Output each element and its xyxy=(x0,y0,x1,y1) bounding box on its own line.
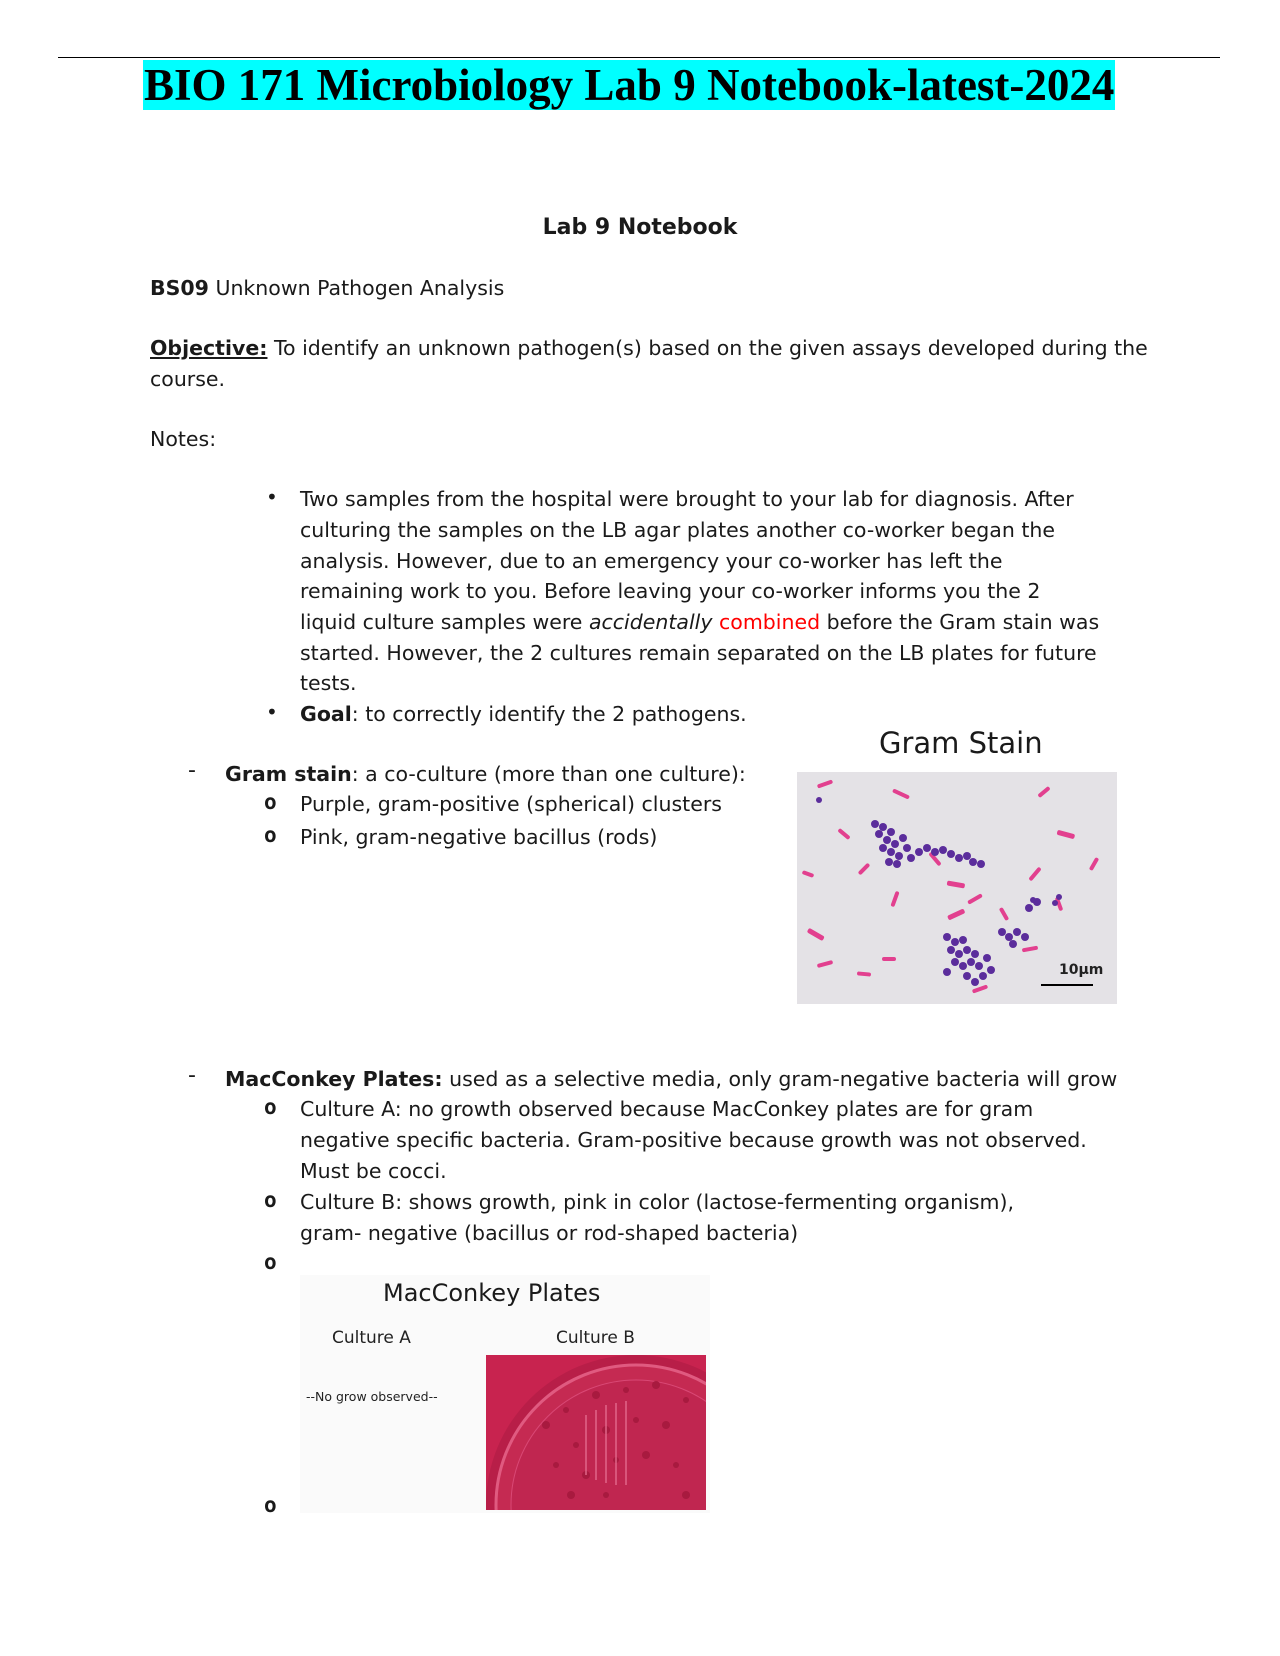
document-title: BIO 171 Microbiology Lab 9 Notebook-latest-2024 xyxy=(144,60,1115,110)
scenario-text: liquid culture samples were xyxy=(300,610,589,634)
macconkey-text: used as a selective media, only gram-negative bacteria will grow xyxy=(442,1067,1118,1091)
macconkey-figure xyxy=(300,1275,710,1513)
gram-stain-figure xyxy=(787,720,1127,1010)
accidentally-word: accidentally xyxy=(588,610,713,634)
scenario-line-1: Two samples from the hospital were brought to your lab for diagnosis. After xyxy=(300,487,1074,511)
gram-item-1: Purple, gram-positive (spherical) clusters xyxy=(300,792,722,816)
lab-title: Lab 9 Notebook xyxy=(542,215,738,240)
o-bullet: o xyxy=(264,823,277,847)
o-bullet: o xyxy=(264,1250,277,1274)
scenario-line-7: tests. xyxy=(300,671,357,695)
culture-a-line-1: Culture A: no growth observed because MacConkey plates are for gram xyxy=(300,1097,1034,1121)
gram-label: Gram stain xyxy=(225,762,352,786)
scenario-line-4: remaining work to you. Before leaving your co-worker informs you the 2 xyxy=(300,579,1041,603)
objective-text: To identify an unknown pathogen(s) based on the given assays developed during the xyxy=(267,336,1148,360)
goal-text: : to correctly identify the 2 pathogens. xyxy=(351,702,747,726)
bs09-line xyxy=(150,273,504,304)
bs09-text: Unknown Pathogen Analysis xyxy=(208,276,505,300)
culture-a-line-2: negative specific bacteria. Gram-positive because growth was not observed. xyxy=(300,1128,1087,1152)
scenario-line-5 xyxy=(300,607,1099,638)
macconkey-figure-caption: MacConkey Plates xyxy=(383,1279,601,1307)
objective-line-2: course. xyxy=(150,367,226,391)
macconkey-label: MacConkey Plates: xyxy=(225,1067,443,1091)
gram-figure-caption: Gram Stain xyxy=(879,726,1043,760)
goal-line xyxy=(300,699,747,730)
culture-b-line-1: Culture B: shows growth, pink in color (lactose-fermenting organism), xyxy=(300,1190,1015,1214)
o-bullet: o xyxy=(264,1188,277,1212)
scale-bar-label: 10µm xyxy=(1059,962,1104,978)
scenario-line-6: started. However, the 2 cultures remain separated on the LB plates for future xyxy=(300,641,1097,665)
objective-line xyxy=(150,333,1148,364)
culture-b-line-2: gram- negative (bacillus or rod-shaped bacteria) xyxy=(300,1221,799,1245)
bullet: • xyxy=(266,700,278,724)
no-growth-label: --No grow observed-- xyxy=(306,1389,438,1404)
gram-item-2: Pink, gram-negative bacillus (rods) xyxy=(300,825,658,849)
objective-label: Objective: xyxy=(150,336,268,360)
o-bullet: o xyxy=(264,790,277,814)
gram-text: : a co-culture (more than one culture): xyxy=(351,762,746,786)
scenario-text-post: before the Gram stain was xyxy=(820,610,1100,634)
top-rule xyxy=(58,57,1220,58)
culture-b-label: Culture B xyxy=(556,1328,635,1348)
bullet: • xyxy=(266,485,278,509)
dash: - xyxy=(188,758,196,783)
o-bullet: o xyxy=(264,1493,277,1517)
culture-a-label: Culture A xyxy=(332,1328,411,1348)
culture-a-line-3: Must be cocci. xyxy=(300,1159,447,1183)
combined-word: combined xyxy=(719,610,821,634)
gram-line xyxy=(225,759,746,790)
o-bullet: o xyxy=(264,1095,277,1119)
goal-label: Goal xyxy=(300,702,352,726)
dash: - xyxy=(188,1063,196,1088)
scenario-line-2: culturing the samples on the LB agar plates another co-worker began the xyxy=(300,518,1055,542)
bs09-code: BS09 xyxy=(150,276,209,300)
scenario-line-3: analysis. However, due to an emergency your co-worker has left the xyxy=(300,549,1003,573)
macconkey-line xyxy=(225,1064,1117,1095)
notes-label: Notes: xyxy=(150,427,217,451)
macconkey-plate-image xyxy=(486,1355,706,1510)
